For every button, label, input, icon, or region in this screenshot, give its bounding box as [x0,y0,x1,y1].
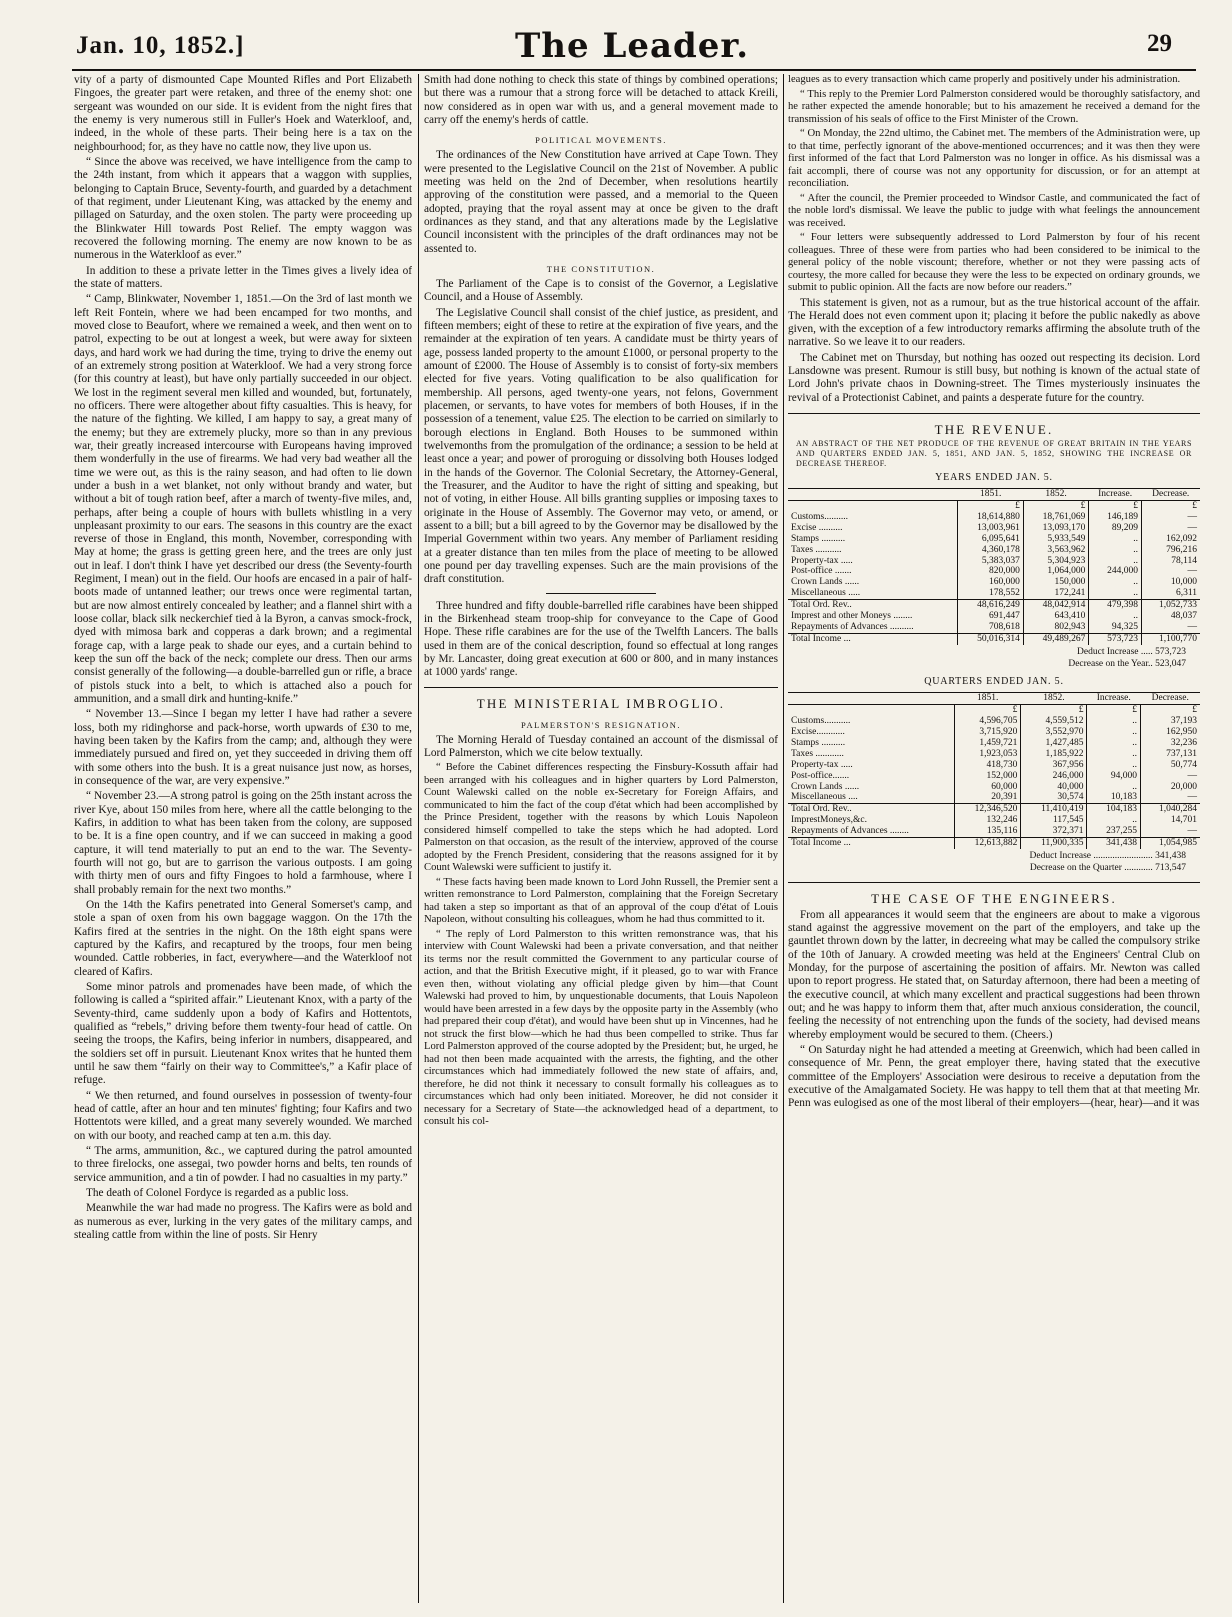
row-label: Taxes ........... [791,544,842,555]
paragraph: Some minor patrols and promenades have been made, of which the following is called a “spirited affair.” Lieutenant Knox, with a party of the Seventy-third, came suddenly upon a body of Kafirs and Hottentots, qualified as “rebels,” driving before them twenty-four head of cattle. On seeing the troops, the Kafirs, being inferior in numbers, disappeared, and the soldiers set off in pursuit. Lieutenant Knox writes that he hunted them until he saw them “fairly on their way to Committee's,” a Kafir place of refuge. [74,980,412,1087]
table-row [788,826,1200,837]
table-row [788,804,1200,815]
table-cell: 172,241 [1023,588,1088,599]
paragraph: This statement is given, not as a rumour, but as the true historical account of the affair. The Herald does not even comment upon it; placing it before the public nakedly as above given, with the exception of a few introductory remarks affirming the absolute truth of the narrative. So we leave it to our readers. [788,296,1200,349]
table-cell: £ [958,500,1023,511]
paragraph: The Morning Herald of Tuesday contained an account of the dismissal of Lord Palmerston, which we cite below textually. [424,733,778,760]
table-cell: .. [1087,760,1141,771]
table-header: Increase. [1089,489,1142,501]
table-cell: £ [1141,500,1200,511]
table-cell: — [1141,523,1200,534]
table-row [788,600,1200,611]
row-label: Total Ord. Rev.. [788,600,958,611]
table-cell: .. [1089,577,1142,588]
revenue-years-table [788,488,1200,645]
separator [788,882,1200,883]
table-cell: 10,183 [1087,792,1141,803]
table-row [788,738,1200,749]
row-label: Crown Lands ...... [791,781,860,792]
table-cell: 3,552,970 [1021,727,1087,738]
column-divider [418,74,419,1603]
table-cell: £ [1140,705,1200,716]
row-label: Total Income ... [788,634,958,645]
table-cell: 802,943 [1023,622,1088,633]
article-subtitle: PALMERSTON'S RESIGNATION. [521,719,681,730]
paragraph: The Cabinet met on Thursday, but nothing has oozed out respecting its decision. Lord Lansdowne was present. Rumour is still busy, but nothing is known of the actual state of Lord John's private chaos in Downing-street. The Times mysteriously insinuates the revival of a Protectionist Cabinet, and paints a desperate future for the country. [788,351,1200,404]
issue-date: Jan. 10, 1852.] [76,32,245,59]
table-row [788,577,1200,588]
table-cell: 49,489,267 [1023,634,1088,645]
table-cell: 132,246 [954,815,1021,826]
paragraph: Smith had done nothing to check this state of things by combined operations; but there was a rumour that a strong force will be detached to attack Kreili, now considered as in open war with us, and a general movement made to carry off the enemy's herds of cattle. [424,74,778,126]
table-cell: 1,040,284 [1140,804,1200,815]
table-cell: 40,000 [1021,782,1087,793]
table-cell: 32,236 [1140,738,1200,749]
table-cell: .. [1087,716,1141,727]
table-cell: — [1140,771,1200,782]
paragraph: “ Camp, Blinkwater, November 1, 1851.—On the 3rd of last month we left Reit Fontein, where we had been encamped for two months, and moved close to Beaufort, where we remained a week, and then went on to patrol, expecting to be out at longest a week, but were away for sixteen days, and hard work we had during the time, trying to drive the enemy out of an extremely strong position at Waterkloof. We had a very strong force (for this country at least), but have only partially succeeded in our object. We lost in the regiment several men killed and wounded, but, fortunately, no officers. There were altogether about fifty casualties. This is heavy, for the nature of the fighting. We killed, I am happy to say, a great many of the enemy; but they are extremely plucky, more so than in any previous war, their greatly increased intercourse with Europeans having improved them wonderfully in the use of firearms. We had very bad weather all the time we were out, as this is the rainy season, and had often to lie down under a bush in a wet blanket, not only without brandy and water, but without a bit of tough ration beef, after a march of twenty-five miles, and, perhaps, after being a couple of hours with bullets whistling in a very unpleasant proximity to our ears. The seasons in this country are the exact reverse of those in England, this month, November, corresponding with May at home; the grass is getting green here, and the trees are only just out in leaf. I don't think I have yet described our dress (the Seventy-fourth Regiment, I mean) out in the field. Our hoofs are encased in a pair of half-boots made of untanned leather; our trews once were regimental tartan, but are now almost entirely concealed by leather; and a flannel shirt with a loose collar, black silk neckerchief tied à la Byron, a canvas smock-frock, dyed with mimosa bark and copperas a dark brown; and a regimental forage cap, with a large peak to shade our eyes, and a curtain behind to keep the sun off the back of the neck; complete our dress. Then our arms consist generally of the following—a double-barrelled gun or rifle, a brace of pistols stuck into a belt, to which is attached also a pouch for ammunition, and a small dirk and hunting-knife.” [74,293,412,706]
revenue-quarters-decrease: Decrease on the Quarter ............ 713,547 [1029,863,1186,874]
row-label: Total Income ... [788,838,954,849]
table-row [788,727,1200,738]
paragraph: On the 14th the Kafirs penetrated into General Somerset's camp, and stole a span of oxen from his own baggage waggon. On the 17th the Kafirs fired at the sentries in the night. On the 18th eight spans were captured by the Kafirs, and recaptured by the troops, four men being wounded. Cattle robberies, in fact, everywhere—and the Waterkloof not cleared of Kafirs. [74,899,412,978]
table-cell: 152,000 [954,771,1021,782]
paragraph: “ The reply of Lord Palmerston to this written remonstrance was, that his interview with Count Walewski had been a private conversation, and that neither its terms nor the result committed the Government to any particular course of action, and that the British Executive might, if it pleased, go to war with France even then, without violating any official pledge given by him—that Count Walewski had proved to him, by unquestionable documents, that Louis Napoleon would have been arrested in a few days by the opposite party in the Assembly (who had prepared their coup d'état), and would have been shut up in Vincennes, had he not struck the first blow—which he had thus been compelled to strike. Thus far Lord Palmerston approved of the course adopted by the President; but, he urged, he had not then been made acquainted with the arrests, the fighting, and the other circumstances which had immediately followed the new state of affairs, and, therefore, he did not think it necessary to consult formally his colleagues as to circumstances which had only been initiated. Moreover, he did not consider it necessary for a Secretary of State—the acknowledged head of a department, to consult his col- [424,928,778,1128]
table-cell: 48,037 [1141,611,1200,622]
table-cell: 6,311 [1141,588,1200,599]
table-cell: — [1141,566,1200,577]
table-cell: 178,552 [958,588,1023,599]
revenue-title: THE REVENUE. [934,422,1054,438]
table-cell: .. [1087,815,1141,826]
paragraph: The death of Colonel Fordyce is regarded as a public loss. [86,1186,349,1199]
separator [788,413,1200,414]
table-cell: 4,360,178 [958,545,1023,556]
table-row [788,588,1200,599]
table-cell: 162,950 [1140,727,1200,738]
table-cell: 104,183 [1087,804,1141,815]
paragraph: “ Before the Cabinet differences respecting the Finsbury-Kossuth affair had been arranged with his colleagues and in higher quarters by Lord Palmerston, Count Walewski called on the noble ex-Secretary for Foreign Affairs, and communicated to him the fact of the coup d'état which had been accomplished by the Prince President, together with the reasons by which Louis Napoleon considered himself compelled to take the steps which he had adopted. Lord Palmerston on that occasion, as the result of the interview, approved of the course adopted by the French President, considering that the reasons assigned for it by Count Walewski were sufficient to justify it. [424,762,778,874]
row-label: Crown Lands ...... [791,577,860,588]
table-cell: 11,410,419 [1021,804,1087,815]
table-cell: .. [1089,534,1142,545]
table-cell: 244,000 [1089,566,1142,577]
table-cell: 796,216 [1141,545,1200,556]
table-cell: 1,923,053 [954,749,1021,760]
table-header: Decrease. [1140,693,1200,705]
paragraph: “ This reply to the Premier Lord Palmerston considered would be thoroughly satisfactory, and he rather expected the amende honorable; but to his amazement he received a demand for the transmission of his seals of office to the First Minister of the Crown. [788,88,1200,125]
table-cell: 160,000 [958,577,1023,588]
row-label: Customs.......... [791,511,849,522]
table-cell: 237,255 [1087,826,1141,837]
table-cell: 643,410 [1023,611,1088,622]
table-cell: .. [1089,556,1142,567]
row-label: Taxes ............ [791,748,844,759]
table-row [788,611,1200,622]
table-cell: 418,730 [954,760,1021,771]
paragraph: “ November 23.—A strong patrol is going on the 25th instant across the river Kye, about 150 miles from here, where all the cattle belonging to the Kafirs, in addition to what has been taken from the colony, are supposed to be. It is a fine open country, and if we can succeed in making a good capture, it will tend materially to put an end to the war. The Seventy-fourth will not go, but are to garrison the various outposts. I am going with thirty men of ours and fifty Fingoes to hold a farmhouse, where I shall probably remain for the next two months.” [74,790,412,896]
table-cell: 12,346,520 [954,804,1021,815]
table-cell: 737,131 [1140,749,1200,760]
table-cell: 78,114 [1141,556,1200,567]
paragraph: “ These facts having been made known to Lord John Russell, the Premier sent a written remonstrance to Lord Palmerston, complaining that the Foreign Secretary had taken a step so important as that of an approval of the coup d'état of Louis Napoleon, without consulting his colleagues, whom he had thus committed to it. [424,876,778,926]
row-label: Excise............ [791,726,845,737]
paragraph: “ After the council, the Premier proceeded to Windsor Castle, and communicated the fact of the noble lord's dismissal. We leave the public to judge with what feelings the announcement was received. [788,192,1200,229]
row-label: Excise .......... [791,522,843,533]
table-cell: 5,933,549 [1023,534,1088,545]
table-row [788,760,1200,771]
table-cell: 246,000 [1021,771,1087,782]
table-header [788,693,954,705]
table-row [788,705,1200,716]
paragraph: Meanwhile the war had made no progress. The Kafirs were as bold and as numerous as ever, lurking in the very gates of the military camps, and stealing cattle from within the line of posts. Sir Henry [74,1202,412,1241]
table-cell: 5,304,923 [1023,556,1088,567]
row-label: Imprest and other Moneys ........ [791,611,913,622]
row-label [788,500,958,511]
table-cell: .. [1087,749,1141,760]
table-header: Decrease. [1141,489,1200,501]
section-heading: THE CONSTITUTION. [546,263,656,274]
table-cell: 4,596,705 [954,716,1021,727]
table-cell: 146,189 [1089,512,1142,523]
column-divider [783,74,784,1603]
table-cell: 20,000 [1140,782,1200,793]
table-cell: 11,900,335 [1021,838,1087,849]
table-cell: 6,095,641 [958,534,1023,545]
table-cell: £ [954,705,1021,716]
row-label: Stamps .......... [791,737,846,748]
revenue-quarters-deduct: Deduct Increase ......................... 341,438 [1029,851,1186,862]
paragraph: “ November 13.—Since I began my letter I have had rather a severe loss, both my ridinghorse and pack-horse, worth upwards of £30 to me, having been taken by the Kafirs from the camp; and, although they were immediately pursued and fired on, yet they succeeded in driving them off with some others into the bush. It is a great nuisance just now, as horses, in consequence of the war, are very expensive.” [74,708,412,788]
table-row [788,792,1200,803]
table-cell: 14,701 [1140,815,1200,826]
table-cell: .. [1087,738,1141,749]
paragraph: The Legislative Council shall consist of the chief justice, as president, and fifteen members; eight of these to retire at the expiration of five years, and the remainder at the expiration of ten years. A candidate must be thirty years of age, possess landed property to the amount £1000, or personal property to the amount of £2000. The House of Assembly is to consist of forty-six members elected for five years. Voting qualification to be also qualification for membership. All persons, aged twenty-one years, not felons, Government placemen, or servants, to have votes for members of both Houses, if in the possession of a tenement, value £25. The election to be carried on similarly to borough elections in England. Both Houses to be summoned within twelvemonths from the promulgation of the ordinance; a session to be held at least once a year; and power of proroguing or dissolving both Houses lodged in the hands of the Governor. The Colonial Secretary, the Attorney-General, the Treasurer, and the Auditor to have the right of sitting and speaking, but not of voting, in either House. All bills granting supplies or imposing taxes to originate in the House of Assembly. The Governor may veto, or amend, or assent to a bill; but a bill agreed to by the Governor may be disallowed by the Imperial Government within two years. Any member of Parliament residing at a greater distance than ten miles from the place of meeting to be allowed one pound per day travelling expenses. Such are the main provisions of the draft constitution. [424,306,778,586]
table-cell: £ [1089,500,1142,511]
table-cell: 3,563,962 [1023,545,1088,556]
row-label: Property-tax ..... [791,555,853,566]
article-title: THE CASE OF THE ENGINEERS. [871,891,1117,907]
table-row [788,512,1200,523]
table-cell: 135,116 [954,826,1021,837]
row-label: Repayments of Advances .......... [791,622,914,633]
revenue-quarters-table [788,692,1200,849]
paragraph: “ On Saturday night he had attended a meeting at Greenwich, which had been called in consequence of Mr. Penn, the great employer there, having stated that the executive committee of the Employers' Association were desirous to receive a deputation from the executive of the Amalgamated Society. He was happy to tell them that at that meeting Mr. Penn was eulogised as one of the most liberal of their employers—(hear, hear)—and it was [788,1044,1200,1110]
table-row [788,622,1200,633]
table-cell: 20,391 [954,792,1021,803]
paragraph: “ Since the above was received, we have intelligence from the camp to the 24th instant, from which it appears that a waggon with supplies, belonging to Captain Bruce, Seventy-fourth, and guarded by a detachment of that regiment, under Lieutenant King, was attacked by the enemy and pillaged on Saturday, and the oxen stolen. The party were proceeding up the Blinkwater Hill towards Post Relief. The empty waggon was recovered the following morning. The enemy are now known to be as numerous in the Waterkloof as ever.” [74,155,412,262]
table-row [788,771,1200,782]
table-row [788,500,1200,511]
table-cell: 37,193 [1140,716,1200,727]
separator [546,593,656,594]
table-cell: — [1140,792,1200,803]
row-label: Stamps .......... [791,533,846,544]
table-cell: 117,545 [1021,815,1087,826]
table-cell: 1,052,733 [1141,600,1200,611]
table-cell: 1,185,922 [1021,749,1087,760]
table-cell: 50,774 [1140,760,1200,771]
table-row [788,523,1200,534]
row-label: Customs........... [791,715,851,726]
separator [424,687,778,688]
table-row [788,749,1200,760]
table-row [788,815,1200,826]
table-cell: — [1141,512,1200,523]
revenue-abstract: AN ABSTRACT OF THE NET PRODUCE OF THE REVENUE OF GREAT BRITAIN IN THE YEARS AND QUARTERS ENDED JAN. 5, 1851, AND JAN. 5, 1852, SHOWING THE INCREASE OR DECREASE THEREOF. [796,439,1192,468]
paragraph: From all appearances it would seem that the engineers are about to make a vigorous stand against the aggressive movement on the part of the employers, and take up the gauntlet thrown down by the latter, in decreeing what may be called the compulsory strike of the 10th of January. A crowded meeting was held at the Engineers' Central Club on Monday, for the purpose of ascertaining the position of affairs. Mr. Newton was called upon to report progress. He stated that, on Saturday afternoon, there had been a meeting of the executive council, at which many excellent and practical suggestions had been thrown out; and he was happy to inform them that, after much anxious consideration, the council, feeling the necessity of not entrenching upon the funds of the society, had devised means whereby employment would be secured to them. (Cheers.) [788,908,1200,1041]
table-cell: 94,325 [1089,622,1142,633]
table-cell: .. [1089,545,1142,556]
table-cell: 13,093,170 [1023,523,1088,534]
column-2 [424,74,778,1603]
paragraph: “ Four letters were subsequently addressed to Lord Palmerston by four of his recent colleagues. Three of these were from parties who had been considered to be inimical to the general policy of the noble viscount; therefore, whether or not they were passing acts of courtesy, the more called for because they were the less to be expected on ordinary grounds, we submit to public opinion. All the facts are now before our readers.” [788,232,1200,293]
table-cell: 1,100,770 [1141,634,1200,645]
column-1 [74,74,412,1603]
row-label: Miscellaneous .... [791,792,858,803]
table-cell: .. [1089,611,1142,622]
row-label: Post-office....... [791,770,850,781]
table-header: 1851. [954,693,1021,705]
row-label: Property-tax ..... [791,759,853,770]
table-cell: 13,003,961 [958,523,1023,534]
table-cell: £ [1087,705,1141,716]
table-cell: 89,209 [1089,523,1142,534]
table-row [788,556,1200,567]
table-cell: £ [1021,705,1087,716]
paragraph: vity of a party of dismounted Cape Mounted Rifles and Port Elizabeth Fingoes, the greater part were retaken, and three of the enemy shot: one sergeant was wounded on our side. It is evident from the night fires that the enemy is very numerous still in Fuller's Hoek and Waterkloof, and, indeed, in the whole of these parts. Their being here is a tax on the neighbourhood; for, as they have no cattle now, they live upon us. [74,74,412,153]
table-cell: 12,613,882 [954,838,1021,849]
table-cell: — [1140,826,1200,837]
table-cell: .. [1089,588,1142,599]
section-heading: POLITICAL MOVEMENTS. [535,135,667,146]
table-cell: 150,000 [1023,577,1088,588]
table-cell: 372,371 [1021,826,1087,837]
table-cell: .. [1087,782,1141,793]
table-cell: 50,016,314 [958,634,1023,645]
table-cell: 3,715,920 [954,727,1021,738]
row-label: Total Ord. Rev.. [788,804,954,815]
paragraph: “ On Monday, the 22nd ultimo, the Cabinet met. The members of the Administration were, up to that time, perfectly ignorant of the above-mentioned occurrences; and it was then they were first informed of the fact that Lord Palmerston was no longer in office. As his dismissal was a fait accompli, there of course was not any opportunity for discussion, or for an attempt at reconciliation. [788,128,1200,189]
table-cell: .. [1087,727,1141,738]
table-cell: 4,559,512 [1021,716,1087,727]
table-row [788,545,1200,556]
table-cell: 479,398 [1089,600,1142,611]
table-row [788,716,1200,727]
table-cell: 18,614,880 [958,512,1023,523]
table-cell: 1,054,985 [1140,838,1200,849]
page-header [62,26,1202,66]
table-row [788,782,1200,793]
revenue-years-deduct: Deduct Increase ..... 573,723 [1077,646,1186,657]
masthead-title: The Leader. [514,26,750,66]
table-cell: 162,092 [1141,534,1200,545]
table-row [788,566,1200,577]
table-header: 1851. [958,489,1023,501]
table-header [788,489,958,501]
table-cell: 820,000 [958,566,1023,577]
revenue-years-body [788,500,1200,644]
table-cell: 1,427,485 [1021,738,1087,749]
paragraph: The Parliament of the Cape is to consist of the Governor, a Legislative Council, and a House of Assembly. [424,277,778,304]
row-label: Miscellaneous ..... [791,588,861,599]
table-cell: 10,000 [1141,577,1200,588]
table-cell: 30,574 [1021,792,1087,803]
row-label: Post-office ....... [791,566,852,577]
row-label: Repayments of Advances ........ [791,826,909,837]
paragraph: In addition to these a private letter in the Times gives a lively idea of the state of matters. [74,264,412,290]
table-row [788,534,1200,545]
table-header: 1852. [1021,693,1087,705]
row-label [788,705,954,716]
paragraph: “ We then returned, and found ourselves in possession of twenty-four head of cattle, after an hour and ten minutes' fighting; four Kafirs and two Hottentots were killed, and a great many severely wounded. We marched on with our booty, and reached camp at ten a.m. this day. [74,1089,412,1142]
revenue-years-caption: YEARS ENDED JAN. 5. [935,472,1053,484]
table-cell: 691,447 [958,611,1023,622]
table-row [788,838,1200,849]
table-cell: 708,618 [958,622,1023,633]
revenue-quarters-body [788,705,1200,849]
table-cell: 573,723 [1089,634,1142,645]
table-cell: 94,000 [1087,771,1141,782]
page-number: 29 [1147,30,1172,57]
table-cell: 60,000 [954,782,1021,793]
paragraph: The ordinances of the New Constitution have arrived at Cape Town. They were presented to the Legislative Council on the 21st of November. A public meeting was held on the 2nd of December, when resolutions heartily approving of the constitution were passed, and a memorial to the Queen adopted, praying that the royal assent may at once be given to the draft ordinances as they stand, and that any alterations made by the Legislative Council inconsistent with the principles of the draft ordinances may not be assented to. [424,149,778,255]
table-cell: — [1141,622,1200,633]
table-cell: 48,042,914 [1023,600,1088,611]
table-row [788,634,1200,645]
table-cell: 1,459,721 [954,738,1021,749]
table-cell: 367,956 [1021,760,1087,771]
table-cell: 1,064,000 [1023,566,1088,577]
table-header: Increase. [1087,693,1141,705]
paragraph: “ The arms, ammunition, &c., we captured during the patrol amounted to three firelocks, one assegai, two powder horns and belts, ten rounds of service ammunition, and a tin of powder. I had no casualties in my party.” [74,1144,412,1184]
table-cell: 5,383,037 [958,556,1023,567]
row-label: ImprestMoneys,&c. [791,815,867,826]
column-3 [788,74,1200,1603]
revenue-quarters-caption: QUARTERS ENDED JAN. 5. [924,676,1064,688]
table-cell: £ [1023,500,1088,511]
paragraph: leagues as to every transaction which came properly and positively under his administration. [788,74,1181,85]
table-cell: 341,438 [1087,838,1141,849]
paragraph: Three hundred and fifty double-barrelled rifle carabines have been shipped in the Birkenhead steam troop-ship for conveyance to the Cape of Good Hope. These rifle carabines are for the use of the Twelfth Lancers. The balls used in them are of the conical description, found so effectual at long ranges by Mr. Lancaster, doing great execution at 600 or 800, and in many instances at 1000 yards' range. [424,599,778,679]
table-cell: 18,761,069 [1023,512,1088,523]
header-rule [72,69,1196,71]
table-cell: 48,616,249 [958,600,1023,611]
article-title: THE MINISTERIAL IMBROGLIO. [476,696,726,712]
revenue-years-decrease: Decrease on the Year.. 523,047 [1068,659,1186,670]
table-header: 1852. [1023,489,1088,501]
